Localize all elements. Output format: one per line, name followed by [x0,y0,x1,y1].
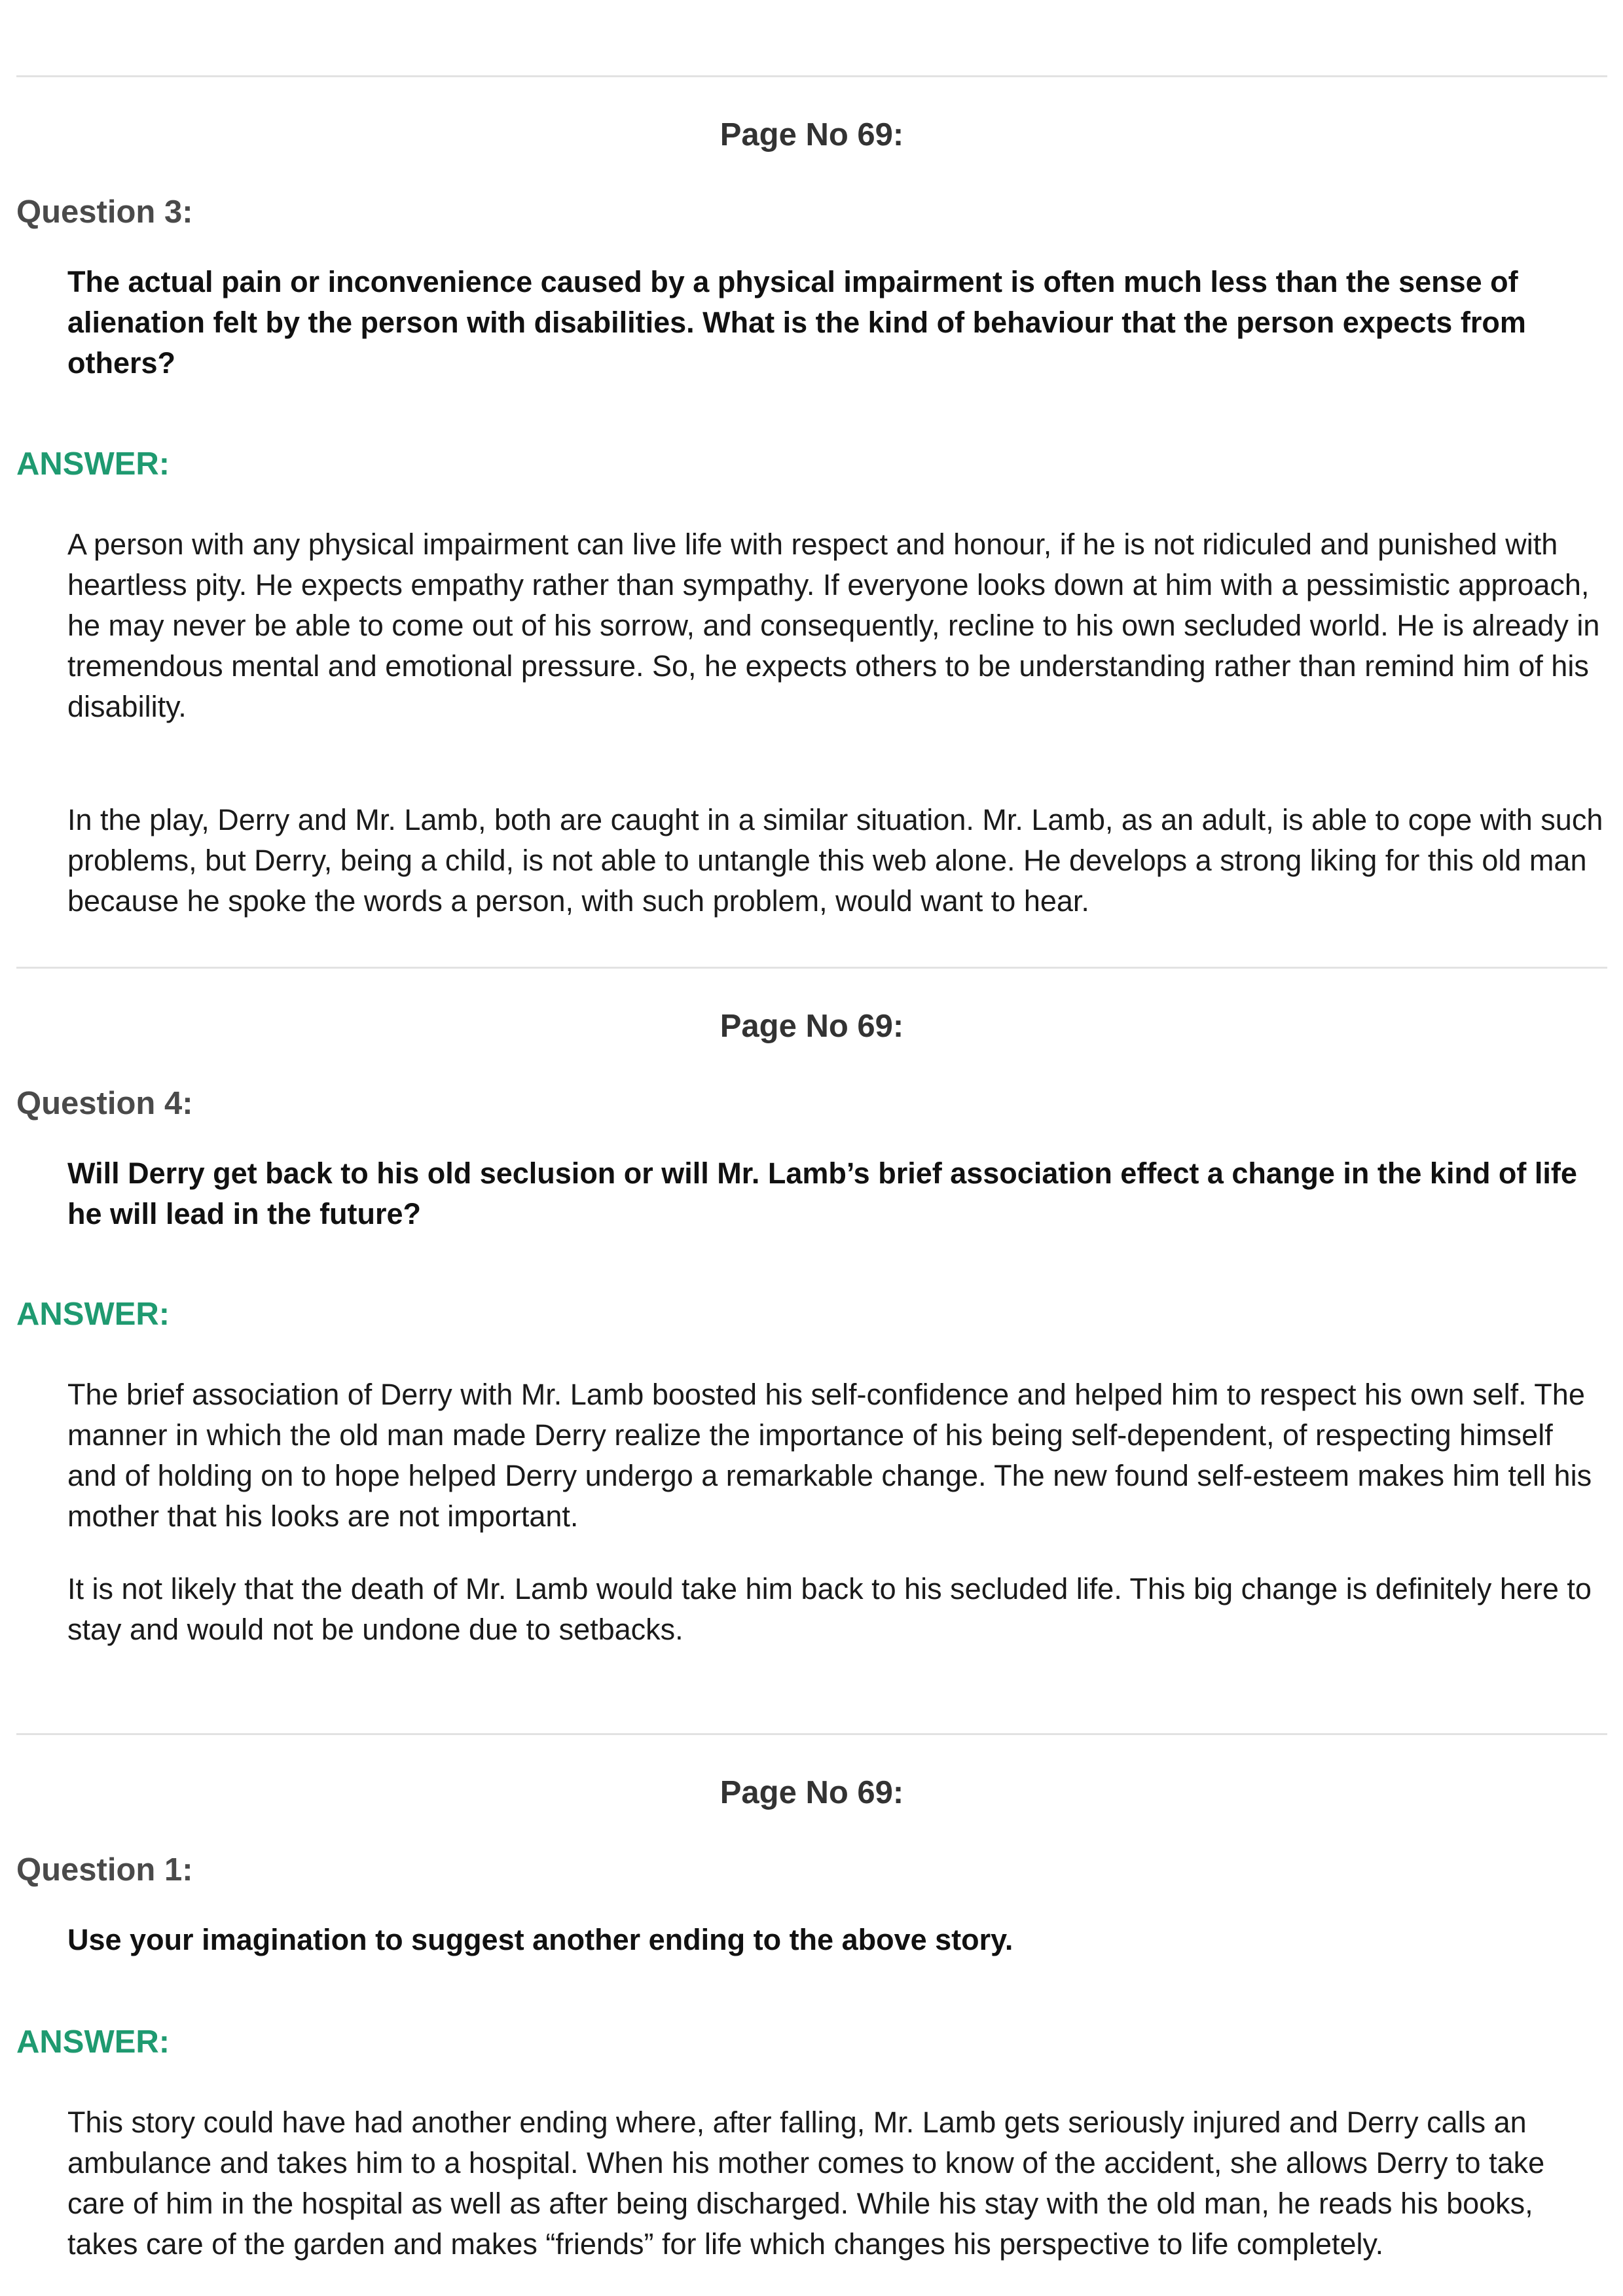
question-label: Question 3: [16,194,193,230]
answer-label: ANSWER: [16,446,170,482]
answer-paragraph: The brief association of Derry with Mr. Lamb boosted his self-confidence and helped him to respect his own self. The manner in which the old man made Derry realize the importance of his being self-dependent, of respecting himself and of holding on to hope helped Derry undergo a remarkable change. The new found self-esteem makes him tell his mother that his looks are not important. [67,1378,1592,1533]
qa-section [16,75,1607,918]
page-number-heading: Page No 69: [720,1775,904,1810]
section-divider [16,967,1607,969]
answer-label: ANSWER: [16,1297,170,1332]
section-divider [16,1733,1607,1735]
question-label: Question 1: [16,1852,193,1888]
answer-paragraph: In the play, Derry and Mr. Lamb, both are caught in a similar situation. Mr. Lamb, as an adult, is able to cope with such problems, but Derry, being a child, is not able to untangle this web alone. He develops a strong liking for this old man because he spoke the words a person, with such problem, would want to hear. [67,803,1603,918]
section-divider [16,75,1607,77]
question-text: The actual pain or inconvenience caused by a physical impairment is often much less than the sense of alienation felt by the person with disabilities. What is the kind of behaviour that the person expects from others? [67,265,1526,380]
question-text: Use your imagination to suggest another ending to the above story. [67,1923,1013,1956]
answer-paragraph: This story could have had another ending where, after falling, Mr. Lamb gets seriously injured and Derry calls an ambulance and takes him to a hospital. When his mother comes to know of the accident, she allows Derry to take care of him in the hospital as well as after being discharged. While his stay with the old man, he reads his books, takes care of the garden and makes “friends” for life which changes his perspective to life completely. [67,2106,1545,2261]
answer-paragraph: It is not likely that the death of Mr. Lamb would take him back to his secluded life. This big change is definitely here to stay and would not be undone due to setbacks. [67,1572,1592,1646]
question-text: Will Derry get back to his old seclusion or will Mr. Lamb’s brief association effect a change in the kind of life he will lead in the future? [67,1157,1577,1230]
page-number-heading: Page No 69: [720,117,904,152]
qa-section [16,1733,1607,2261]
answer-label: ANSWER: [16,2024,170,2060]
qa-section [16,967,1607,1646]
answer-paragraph: A person with any physical impairment can live life with respect and honour, if he is not ridiculed and punished with heartless pity. He expects empathy rather than sympathy. If everyone looks down at him with a pessimistic approach, he may never be able to come out of his sorrow, and consequently, recline to his own secluded world. He is already in tremendous mental and emotional pressure. So, he expects others to be understanding rather than remind him of his disability. [67,528,1600,723]
page-number-heading: Page No 69: [720,1009,904,1044]
question-label: Question 4: [16,1086,193,1121]
